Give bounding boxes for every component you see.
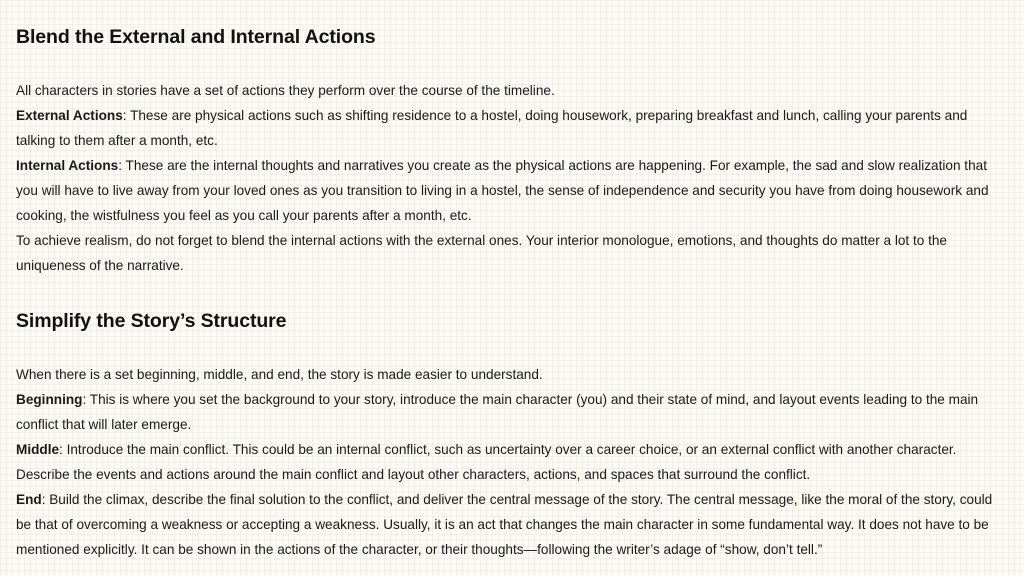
section-heading: Blend the External and Internal Actions [16, 26, 376, 48]
term-description: : This is where you set the background to your story, introduce the main character (you) and their state of mind, and layout events leading to the main conflict that will later emerge. [16, 392, 979, 432]
term-label: Middle [16, 442, 60, 457]
section-heading: Simplify the Story’s Structure [16, 310, 287, 332]
term-description: : These are the internal thoughts and narratives you create as the physical actions are happening. For example, the sad and slow realization that you will have to live away from your loved ones as you transition to living in a hostel, the sense of independence and security you have from doing housework and cooking, the wistfulness you feel as you call your parents after a month, etc. [16, 158, 989, 223]
external-actions-paragraph [16, 103, 1010, 153]
article [16, 24, 1010, 562]
term-label: Internal Actions [16, 158, 119, 173]
intro-paragraph: When there is a set beginning, middle, and end, the story is made easier to understand. [16, 367, 543, 382]
outro-paragraph: To achieve realism, do not forget to blend the internal actions with the external ones. Your interior monologue, emotions, and thoughts do matter a lot to the uniqueness of the narrative. [16, 233, 947, 273]
term-label: End [16, 492, 42, 507]
section-story-structure [16, 308, 1010, 562]
term-label: Beginning [16, 392, 83, 407]
term-label: External Actions [16, 108, 123, 123]
section-blend-actions [16, 24, 1010, 278]
middle-paragraph [16, 437, 1010, 487]
term-description: : Build the climax, describe the final solution to the conflict, and deliver the central message of the story. The central message, like the moral of the story, could be that of overcoming a weakness or accepting a weakness. Usually, it is an act that changes the main character in some fundamental way. It does not have to be mentioned explicitly. It can be shown in the actions of the character, or their thoughts—following the writer’s adage of “show, don’t tell.” [16, 492, 993, 557]
section-body [16, 362, 1010, 562]
internal-actions-paragraph [16, 153, 1010, 228]
end-paragraph [16, 487, 1010, 562]
term-description: : Introduce the main conflict. This could be an internal conflict, such as uncertainty over a career choice, or an external conflict with another character. Describe the events and actions around the main conflict and layout other characters, actions, and spaces that surround the conflict. [16, 442, 957, 482]
term-description: : These are physical actions such as shifting residence to a hostel, doing housework, preparing breakfast and lunch, calling your parents and talking to them after a month, etc. [16, 108, 968, 148]
section-body [16, 78, 1010, 278]
intro-paragraph: All characters in stories have a set of actions they perform over the course of the timeline. [16, 83, 555, 98]
beginning-paragraph [16, 387, 1010, 437]
